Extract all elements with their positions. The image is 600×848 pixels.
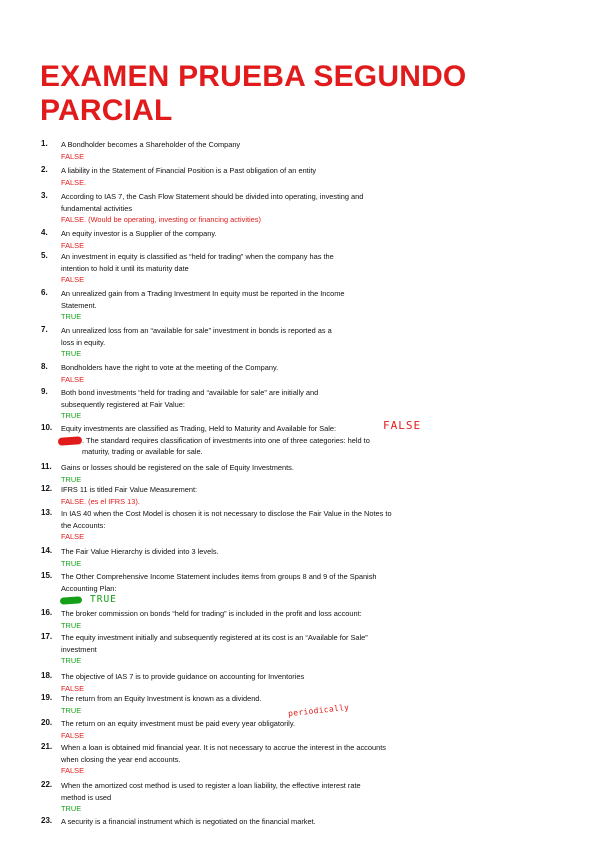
answer-text: TRUE xyxy=(61,474,82,484)
question-text: When the amortized cost method is used to register a loan liability, the effective interest rate method is used xyxy=(61,781,361,802)
answer-text: TRUE xyxy=(61,620,82,630)
question-number: 9. xyxy=(41,387,48,396)
question-number: 6. xyxy=(41,288,48,297)
answer-text: TRUE xyxy=(61,349,82,359)
question-number: 22. xyxy=(41,780,53,789)
question-text: The equity investment initially and subsequently registered at its cost is an “Available for Sale” investment xyxy=(61,633,368,654)
question-text: An unrealized loss from an “available for sale” investment in bonds is reported as a loss in equity. xyxy=(61,326,332,347)
answer-text: FALSE xyxy=(61,151,85,161)
answer-text: TRUE xyxy=(61,411,82,421)
answer-text: FALSE xyxy=(61,766,85,776)
question-text: The broker commission on bonds “held for trading” is included in the profit and loss account: xyxy=(61,609,362,618)
question-text: The Fair Value Hierarchy is divided into 3 levels. xyxy=(61,547,219,556)
question-text: An equity investor is a Supplier of the company. xyxy=(61,229,217,238)
question-number: 23. xyxy=(41,816,53,825)
question-text: A Bondholder becomes a Shareholder of the Company xyxy=(61,140,241,149)
question-number: 21. xyxy=(41,742,53,751)
question-number: 8. xyxy=(41,362,48,371)
question-text: IFRS 11 is titled Fair Value Measurement: xyxy=(61,485,198,494)
handwritten-periodically-note: periodically xyxy=(287,702,350,719)
question-number: 2. xyxy=(41,165,48,174)
answer-text: FALSE xyxy=(61,240,85,250)
question-text: Bondholders have the right to vote at the meeting of the Company. xyxy=(61,363,279,372)
question-text: Gains or losses should be registered on the sale of Equity Investments. xyxy=(61,463,294,472)
question-text: The return on an equity investment must be paid every year obligatorily. xyxy=(61,719,296,728)
question-number: 5. xyxy=(41,251,48,260)
question-number: 17. xyxy=(41,632,53,641)
question-text: In IAS 40 when the Cost Model is chosen it is not necessary to disclose the Fair Value in the Notes to the Accounts: xyxy=(61,509,392,530)
question-number: 1. xyxy=(41,139,48,148)
question-number: 18. xyxy=(41,671,53,680)
question-text: The return from an Equity Investment is known as a dividend. xyxy=(61,694,262,703)
answer-text: FALSE xyxy=(61,275,85,285)
answer-text: TRUE xyxy=(61,558,82,568)
question-text: The objective of IAS 7 is to provide guidance on accounting for Inventories xyxy=(61,672,305,681)
question-text: When a loan is obtained mid financial year. It is not necessary to accrue the interest in the accounts when closing the year end accounts. xyxy=(61,743,386,764)
question-number: 11. xyxy=(41,462,52,471)
answer-text: TRUE xyxy=(61,656,82,666)
question-number: 12. xyxy=(41,484,53,493)
question-number: 3. xyxy=(41,191,48,200)
answer-text: FALSE. xyxy=(61,177,87,187)
handwritten-false-mark: FALSE xyxy=(383,419,422,432)
answer-text: . The standard requires classification of investments into one of three categories: held to maturity, trading or available for sale. xyxy=(82,435,370,457)
question-text: According to IAS 7, the Cash Flow Statement should be divided into operating, investing and fundamental activities xyxy=(61,192,364,213)
question-text: An investment in equity is classified as “held for trading” when the company has the intention to hold it until its maturity date xyxy=(61,252,334,273)
question-text: Equity investments are classified as Trading, Held to Maturity and Available for Sale: xyxy=(61,424,337,433)
answer-text: FALSE xyxy=(61,683,85,693)
question-text: The Other Comprehensive Income Statement includes items from groups 8 and 9 of the Spanish Accounting Plan: xyxy=(61,572,377,593)
answer-text: FALSE xyxy=(61,532,85,542)
question-number: 14. xyxy=(41,546,53,555)
question-number: 10. xyxy=(41,423,53,432)
answer-text: TRUE xyxy=(61,312,82,322)
question-number: 16. xyxy=(41,608,53,617)
question-number: 13. xyxy=(41,508,53,517)
answer-text: FALSE. (es el IFRS 13). xyxy=(61,496,140,506)
question-number: 7. xyxy=(41,325,48,334)
green-scribble-mark xyxy=(60,596,82,605)
answer-text: FALSE xyxy=(61,374,85,384)
page-title: EXAMEN PRUEBA SEGUNDO PARCIAL xyxy=(40,60,467,127)
question-text: An unrealized gain from a Trading Investment In equity must be reported in the Income Statement. xyxy=(61,289,345,310)
answer-text: FALSE xyxy=(61,730,85,740)
answer-text: FALSE. (Would be operating, investing or financing activities) xyxy=(61,215,261,225)
question-text: A security is a financial instrument which is negotiated on the financial market. xyxy=(61,817,316,826)
answer-text: TRUE xyxy=(61,705,82,715)
question-number: 15. xyxy=(41,571,53,580)
question-text: Both bond investments “held for trading and “available for sale” are initially and subsequently registered at Fair Value: xyxy=(61,388,319,409)
question-text: A liability in the Statement of Financial Position is a Past obligation of an entity xyxy=(61,166,317,175)
question-number: 19. xyxy=(41,693,53,702)
handwritten-true-mark: TRUE xyxy=(90,594,117,605)
red-scribble-mark xyxy=(58,436,82,446)
answer-text: TRUE xyxy=(61,804,82,814)
question-number: 4. xyxy=(41,228,48,237)
question-number: 20. xyxy=(41,718,53,727)
